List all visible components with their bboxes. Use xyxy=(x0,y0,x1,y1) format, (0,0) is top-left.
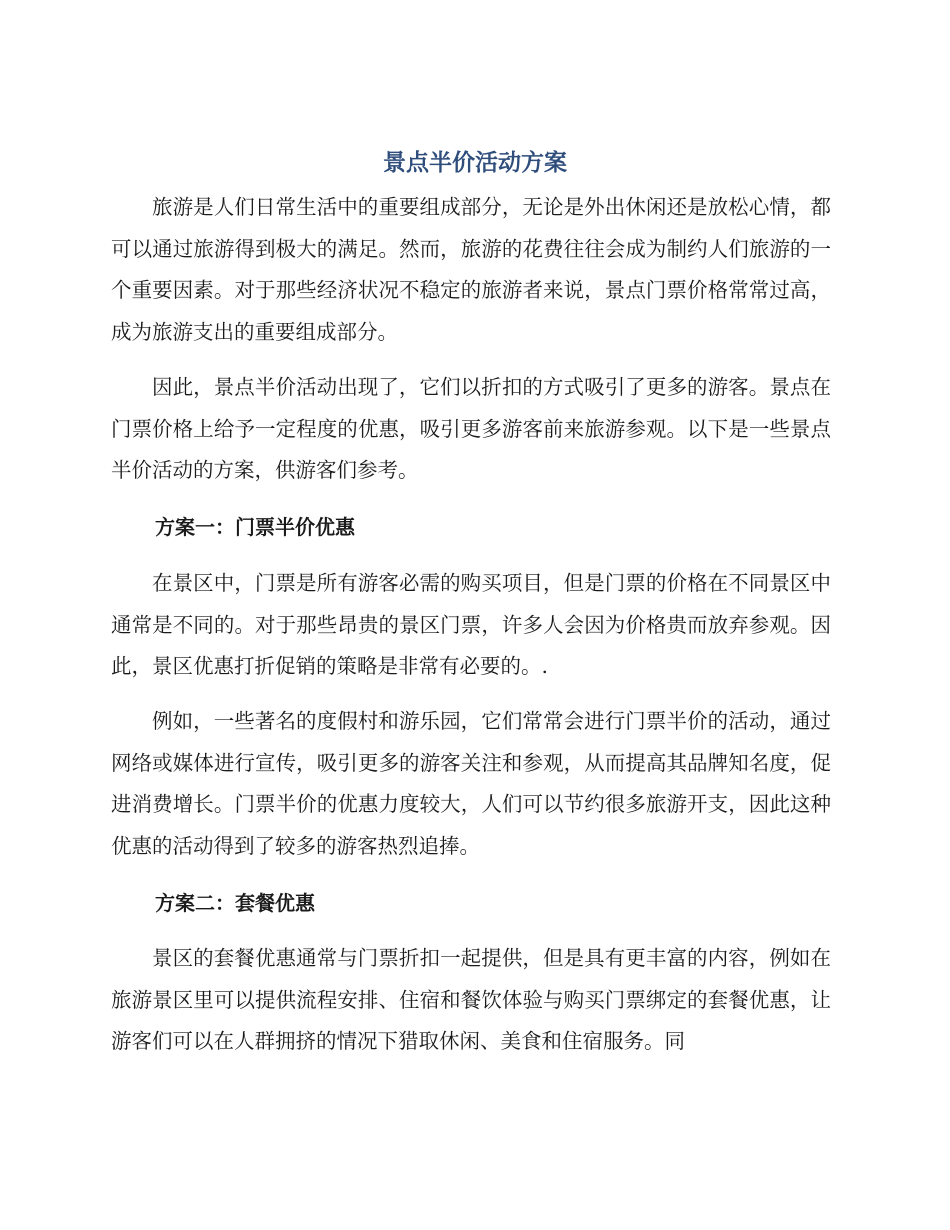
paragraph-plan-one-intro: 在景区中，门票是所有游客必需的购买项目，但是门票的价格在不同景区中通常是不同的。对于那些昂贵的景区门票，许多人会因为价格贵而放弃参观。因此，景区优惠打折促销的策略是非常有必要的。. xyxy=(111,571,831,678)
paragraph-plan-two: 景区的套餐优惠通常与门票折扣一起提供，但是具有更丰富的内容，例如在旅游景区里可以提供流程安排、住宿和餐饮体验与购买门票绑定的套餐优惠，让游客们可以在人群拥挤的情况下猎取休闲、美食和住宿服务。同 xyxy=(111,946,831,1053)
paragraph-intro: 旅游是人们日常生活中的重要组成部分，无论是外出休闲还是放松心情，都可以通过旅游得到极大的满足。然而，旅游的花费往往会成为制约人们旅游的一个重要因素。对于那些经济状况不稳定的旅游者来说，景点门票价格常常过高，成为旅游支出的重要组成部分。 xyxy=(111,195,831,344)
section-heading-plan-two: 方案二：套餐优惠 xyxy=(155,891,315,915)
section-heading-plan-one: 方案一：门票半价优惠 xyxy=(155,515,355,539)
document-title: 景点半价活动方案 xyxy=(383,150,567,176)
paragraph-plan-one-example: 例如，一些著名的度假村和游乐园，它们常常会进行门票半价的活动，通过网络或媒体进行宣传，吸引更多的游客关注和参观，从而提高其品牌知名度，促进消费增长。门票半价的优惠力度较大，人们可以节约很多旅游开支，因此这种优惠的活动得到了较多的游客热烈追捧。 xyxy=(111,709,831,858)
paragraph-background: 因此，景点半价活动出现了，它们以折扣的方式吸引了更多的游客。景点在门票价格上给予一定程度的优惠，吸引更多游客前来旅游参观。以下是一些景点半价活动的方案，供游客们参考。 xyxy=(111,375,831,482)
